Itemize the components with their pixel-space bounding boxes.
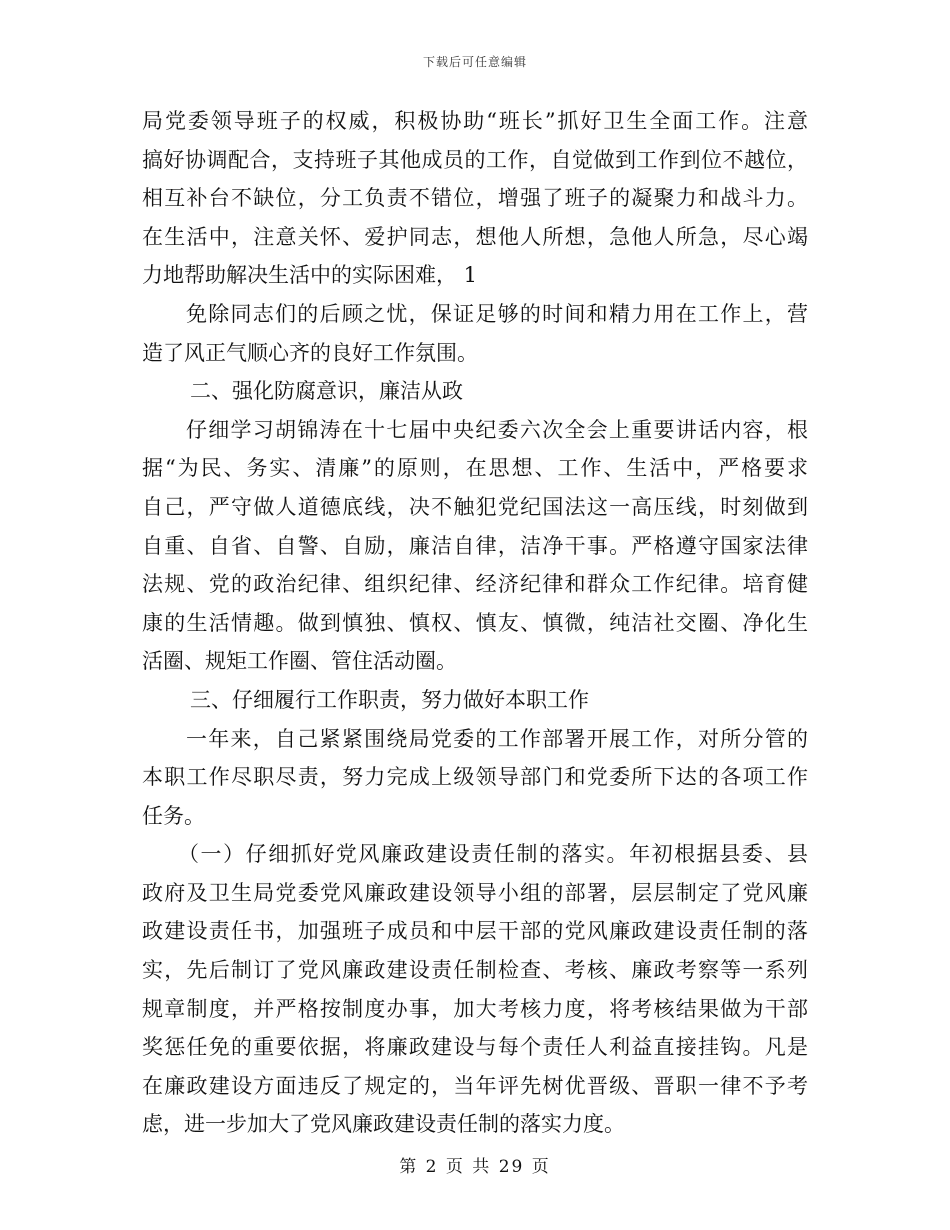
text-line: 政建设责任书，加强班子成员和中层干部的党风廉政建设责任制的落 [142,919,808,944]
text-line: 法规、党的政治纪律、组织纪律、经济纪律和群众工作纪律。培育健 [142,572,808,597]
page-number-footer: 第 2 页 共 29 页 [399,1157,551,1177]
text-line: 一年来，自己紧紧围绕局党委的工作部署开展工作，对所分管的 [186,726,808,751]
text-line: 康的生活情趣。做到慎独、慎权、慎友、慎微，纯洁社交圈、净化生 [142,610,808,635]
text-line: 规章制度，并严格按制度办事，加大考核力度，将考核结果做为干部 [142,996,808,1021]
text-line: 造了风正气顺心齐的良好工作氛围。 [142,340,478,365]
text-line: 仔细学习胡锦涛在十七届中央纪委六次全会上重要讲话内容，根 [186,417,808,442]
text-line: 自己，严守做人道德底线，决不触犯党纪国法这一高压线，时刻做到 [142,494,808,519]
text-line: 自重、自省、自警、自励，廉洁自律，洁净干事。严格遵守国家法律 [142,533,808,558]
text-line: 在生活中，注意关怀、爱护同志，想他人所想，急他人所急，尽心竭 [142,224,808,249]
document-body [142,102,808,1144]
text-line: 搞好协调配合，支持班子其他成员的工作，自觉做到工作到位不越位， [142,147,808,172]
text-line: 活圈、规矩工作圈、管住活动圈。 [142,649,457,674]
text-line: 局党委领导班子的权威，积极协助“班长”抓好卫生全面工作。注意 [142,109,808,133]
text-line: 虑，进一步加大了党风廉政建设责任制的落实力度。 [142,1112,625,1137]
page-header-note: 下载后可任意编辑 [422,55,527,69]
text-line: 相互补台不缺位，分工负责不错位，增强了班子的凝聚力和战斗力。 [142,186,808,211]
section-heading: 二、强化防腐意识，廉洁从政 [190,379,463,404]
text-line: 奖惩任免的重要依据，将廉政建设与每个责任人利益直接挂钩。凡是 [142,1035,808,1060]
text-line: （一）仔细抓好党风廉政建设责任制的落实。年初根据县委、县 [178,842,808,867]
text-line: 政府及卫生局党委党风廉政建设领导小组的部署，层层制定了党风廉 [142,880,808,905]
text-line: 在廉政建设方面违反了规定的，当年评先树优晋级、晋职一律不予考 [142,1073,808,1098]
text-line: 力地帮助解决生活中的实际困难， 1 [142,263,478,288]
section-heading: 三、仔细履行工作职责，努力做好本职工作 [190,687,589,712]
text-line: 本职工作尽职尽责，努力完成上级领导部门和党委所下达的各项工作 [142,765,808,790]
text-line: 据“为民、务实、清廉”的原则，在思想、工作、生活中，严格要求 [142,456,808,481]
text-line: 任务。 [142,803,205,828]
text-line: 免除同志们的后顾之忧，保证足够的时间和精力用在工作上，营 [186,301,808,326]
text-line: 实，先后制订了党风廉政建设责任制检查、考核、廉政考察等一系列 [142,958,808,983]
